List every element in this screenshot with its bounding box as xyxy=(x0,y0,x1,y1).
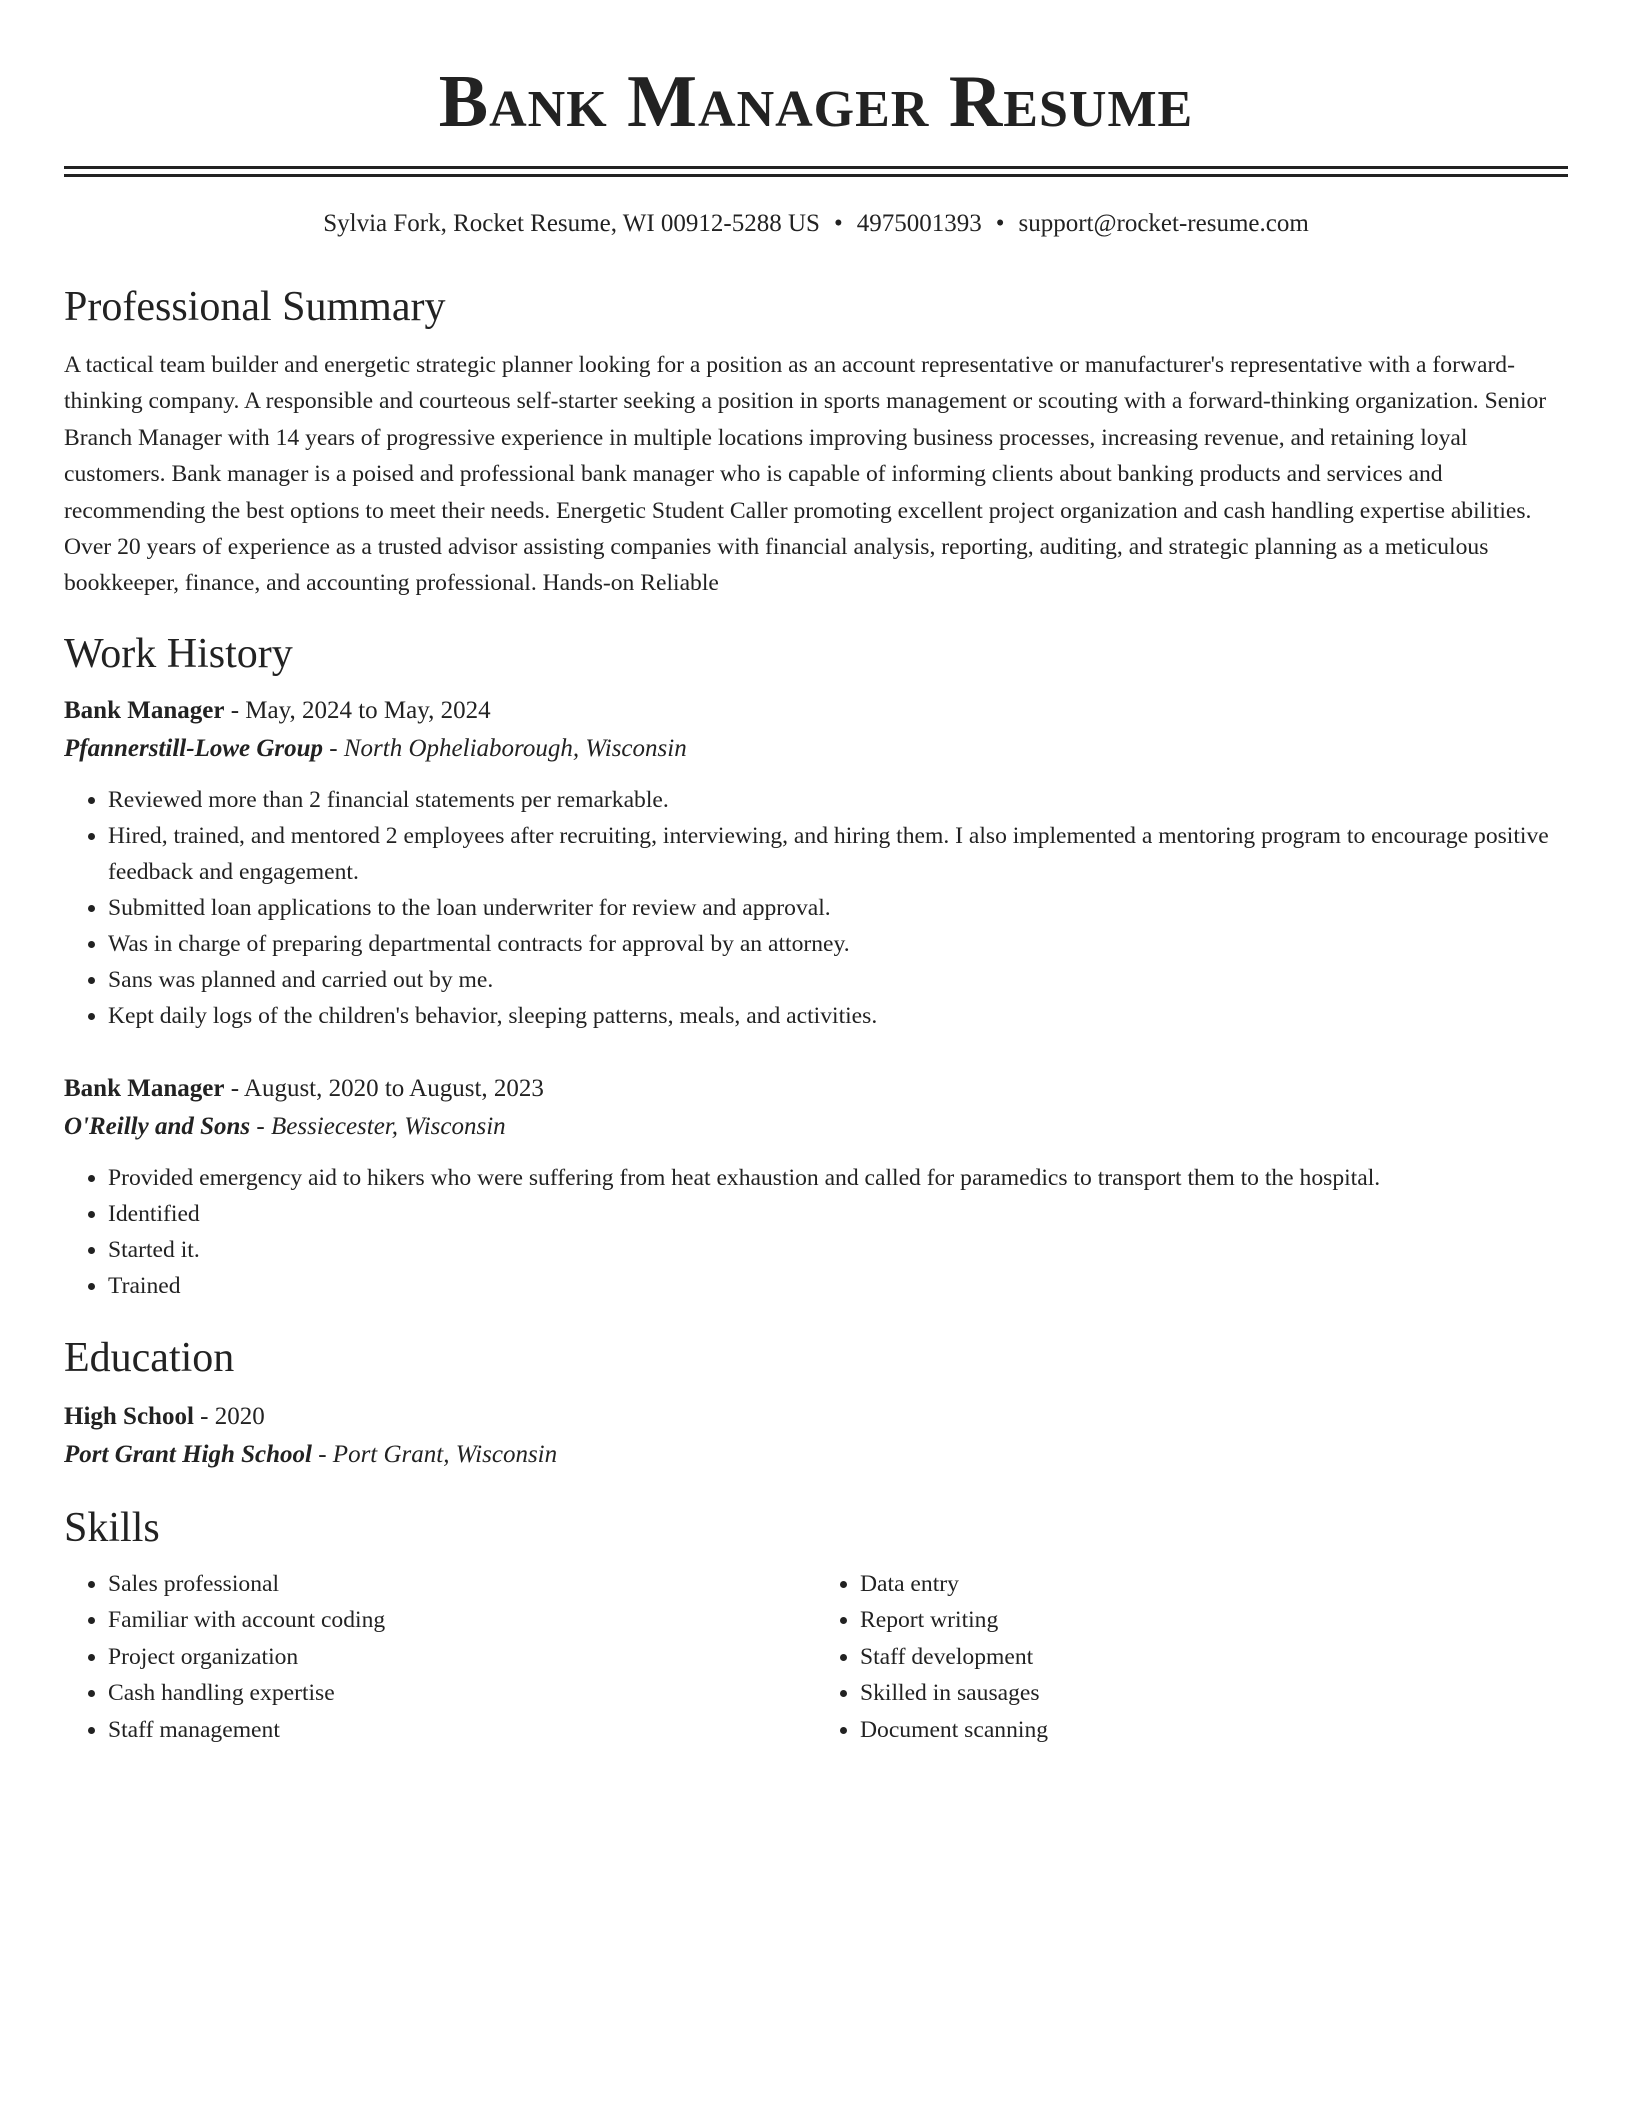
job-employer xyxy=(64,730,1568,768)
list-item: • Submitted loan applications to the loan underwriter for review and approval. xyxy=(108,890,1568,926)
list-item: • Sans was planned and carried out by me. xyxy=(108,962,1568,998)
title-divider xyxy=(64,166,1568,169)
list-item: • Project organization xyxy=(108,1639,816,1676)
job-entry xyxy=(64,1070,1568,1304)
contact-address: Sylvia Fork, Rocket Resume, WI 00912-5288 US xyxy=(323,210,820,237)
job-location: - North Opheliaborough, Wisconsin xyxy=(323,734,687,762)
skills-columns xyxy=(64,1566,1568,1749)
list-item: • Identified xyxy=(108,1196,1568,1232)
job-title: Bank Manager xyxy=(64,1074,225,1102)
education-school: Port Grant High School xyxy=(64,1440,312,1468)
contact-phone: 4975001393 xyxy=(856,210,982,237)
list-item: • Cash handling expertise xyxy=(108,1675,816,1712)
list-item: • Staff management xyxy=(108,1712,816,1749)
job-dates: - August, 2020 to August, 2023 xyxy=(224,1074,544,1102)
list-item: • Hired, trained, and mentored 2 employees after recruiting, interviewing, and hiring them. I also implemented a mentoring program to encourage positive feedback and engagement. xyxy=(108,818,1568,890)
job-entry xyxy=(64,692,1568,1034)
list-item: • Sales professional xyxy=(108,1566,816,1603)
list-item: • Trained xyxy=(108,1268,1568,1304)
contact-separator: • xyxy=(833,210,843,237)
skills-list-right xyxy=(816,1566,1568,1749)
job-company: Pfannerstill-Lowe Group xyxy=(64,734,324,762)
skills-section xyxy=(64,1500,1568,1749)
education-location: - Port Grant, Wisconsin xyxy=(311,1440,558,1468)
job-bullets xyxy=(64,1160,1568,1304)
work-history-section xyxy=(64,626,1568,1304)
job-header xyxy=(64,1070,1568,1108)
resume-title: Bank Manager Resume xyxy=(438,61,1194,143)
list-item: • Skilled in sausages xyxy=(860,1675,1568,1712)
education-heading: Education xyxy=(64,1334,235,1381)
list-item: • Report writing xyxy=(860,1602,1568,1639)
contact-separator: • xyxy=(995,210,1005,237)
list-item: • Data entry xyxy=(860,1566,1568,1603)
job-dates: - May, 2024 to May, 2024 xyxy=(224,696,491,724)
list-item: • Staff development xyxy=(860,1639,1568,1676)
work-history-heading: Work History xyxy=(64,630,293,677)
job-employer xyxy=(64,1108,1568,1146)
education-section xyxy=(64,1330,1568,1474)
list-item: • Was in charge of preparing departmental contracts for approval by an attorney. xyxy=(108,926,1568,962)
contact-email: support@rocket-resume.com xyxy=(1018,210,1309,237)
job-location: - Bessiecester, Wisconsin xyxy=(250,1112,506,1140)
education-header xyxy=(64,1398,1568,1436)
education-school-line xyxy=(64,1436,1568,1474)
list-item: • Started it. xyxy=(108,1232,1568,1268)
education-entry xyxy=(64,1398,1568,1474)
list-item: • Document scanning xyxy=(860,1712,1568,1749)
list-item: • Familiar with account coding xyxy=(108,1602,816,1639)
job-company: O'Reilly and Sons xyxy=(64,1112,251,1140)
skills-list-left xyxy=(64,1566,816,1749)
contact-line xyxy=(64,207,1568,241)
summary-heading: Professional Summary xyxy=(64,284,446,330)
education-degree: High School xyxy=(64,1402,194,1430)
summary-text: A tactical team builder and energetic strategic planner looking for a position as an account representative or manufacturer's representative with a forward-thinking company. A responsible and courteous self-starter seeking a position in sports management or scouting with a forward-thinking organization. Senior Branch Manager with 14 years of progressive experience in multiple locations improving business processes, increasing revenue, and retaining loyal customers. Bank manager is a poised and professional bank manager who is capable of informing clients about banking products and services and recommending the best options to meet their needs. Energetic Student Caller promoting excellent project organization and cash handling expertise abilities. Over 20 years of experience as a trusted advisor assisting companies with financial analysis, reporting, auditing, and strategic planning as a meticulous bookkeeper, finance, and accounting professional. Hands-on Reliable xyxy=(64,352,1547,597)
list-item: • Reviewed more than 2 financial statements per remarkable. xyxy=(108,782,1568,818)
list-item: • Kept daily logs of the children's behavior, sleeping patterns, meals, and activities. xyxy=(108,998,1568,1034)
skills-heading: Skills xyxy=(64,1504,160,1551)
job-header xyxy=(64,692,1568,730)
job-bullets xyxy=(64,782,1568,1034)
list-item: • Provided emergency aid to hikers who were suffering from heat exhaustion and called for paramedics to transport them to the hospital. xyxy=(108,1160,1568,1196)
education-year: - 2020 xyxy=(193,1402,265,1430)
summary-section xyxy=(64,279,1568,602)
job-title: Bank Manager xyxy=(64,696,225,724)
